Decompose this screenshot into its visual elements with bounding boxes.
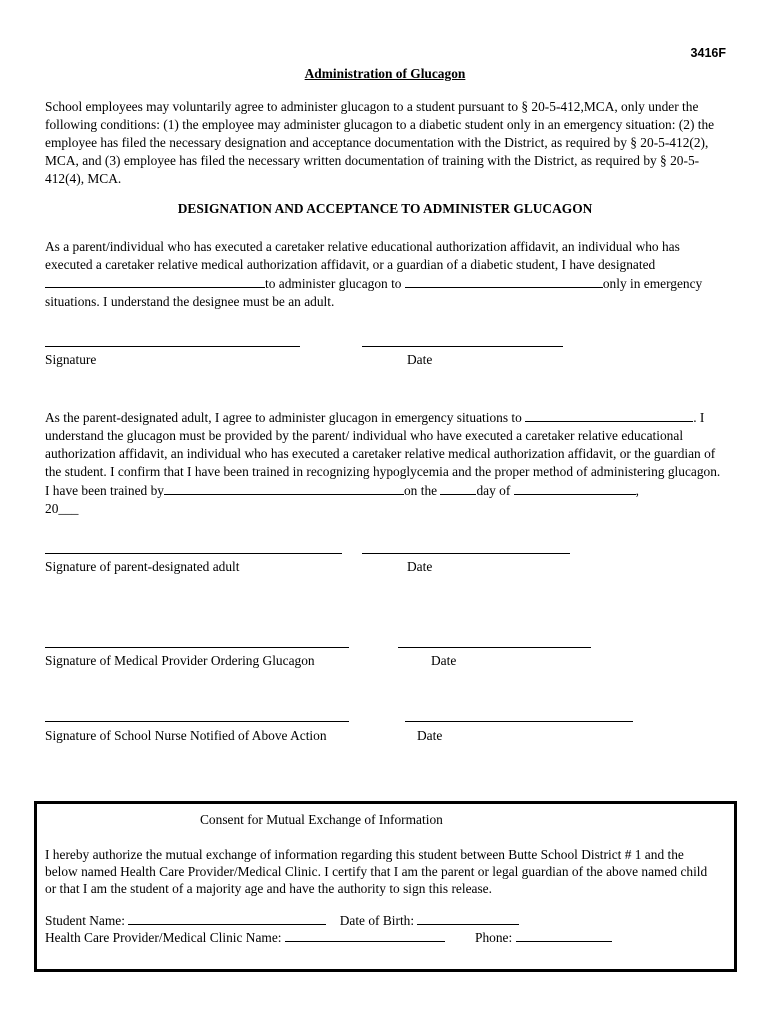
date-line[interactable] [362, 346, 563, 347]
training-month-field[interactable] [514, 481, 636, 495]
designation-end-text: situations. I understand the designee must be an adult. [45, 294, 335, 309]
consent-body: I hereby authorize the mutual exchange of information regarding this student between Butte School District # 1 and the below named Health Care Provider/Medical Clinic. I certify that I am the parent or legal guardian of the above named child or that I am the student of a majority age and have the authority to sign this release. [45, 847, 708, 896]
student-name-input[interactable] [128, 911, 326, 925]
school-nurse-date-line[interactable] [405, 721, 633, 722]
student-info-row [45, 911, 717, 929]
signature-line[interactable] [45, 346, 300, 347]
on-the-text: on the [403, 483, 438, 498]
parent-designated-signature-line[interactable] [45, 553, 342, 554]
student-name-field[interactable] [405, 274, 603, 288]
page-title: Administration of Glucagon [304, 66, 466, 81]
medical-provider-date-label: Date [431, 653, 457, 668]
intro-paragraph: School employees may voluntarily agree to administer glucagon to a student pursuant to § 20-5-412,MCA, only under the following conditions: (1) the employee may administer glucagon to a diabetic student only in an emergency situation: (2) the employee has filed the necessary designation and acceptance documentation with the District, as required by § 20-5-412(2), MCA, and (3) employee has filed the necessary written documentation of training with the District, as required by § 20-5-412(4), MCA. [45, 99, 715, 186]
designee-name-field[interactable] [45, 274, 265, 288]
parent-designated-signature-label: Signature of parent-designated adult [45, 559, 240, 574]
school-nurse-date-label: Date [417, 728, 443, 743]
to-administer-text: to administer glucagon to [265, 276, 402, 291]
acceptance-paragraph [45, 408, 727, 518]
parent-designated-date-label: Date [407, 559, 433, 574]
comma-text: , [635, 483, 640, 498]
date-label: Date [407, 352, 433, 367]
school-nurse-signature-line[interactable] [45, 721, 349, 722]
parent-designated-date-line[interactable] [362, 553, 570, 554]
provider-input[interactable] [285, 928, 445, 942]
section-heading: DESIGNATION AND ACCEPTANCE TO ADMINISTER GLUCAGON [177, 201, 593, 216]
dob-label: Date of Birth: [339, 913, 415, 928]
acceptance-student-field[interactable] [525, 408, 693, 422]
medical-provider-signature-label: Signature of Medical Provider Ordering Glucagon [45, 653, 315, 668]
form-number: 3416F [690, 46, 726, 60]
acceptance-start-text: As the parent-designated adult, I agree to administer glucagon in emergency situations to [45, 410, 522, 425]
student-name-label: Student Name: [45, 913, 125, 928]
day-of-text: day of [476, 483, 511, 498]
trainer-name-field[interactable] [164, 481, 404, 495]
only-emergency-text: only in emergency [602, 276, 703, 291]
phone-input[interactable] [516, 928, 612, 942]
phone-label: Phone: [475, 930, 513, 945]
provider-info-row [45, 928, 717, 946]
school-nurse-signature-label: Signature of School Nurse Notified of Above Action [45, 728, 327, 743]
designation-text: As a parent/individual who has executed a caretaker relative educational authorization affidavit, an individual who has executed a caretaker relative medical authorization affidavit, or a guardian of a diabetic student, I have designated [45, 239, 680, 272]
dob-input[interactable] [417, 911, 519, 925]
designation-paragraph [45, 238, 727, 311]
consent-title: Consent for Mutual Exchange of Information [200, 812, 443, 827]
training-year-field[interactable]: 20___ [45, 501, 79, 516]
acceptance-body-text: . I understand the glucagon must be provided by the parent/ individual who have executed a caretaker relative educational authorization affidavit, an individual who has executed a caretaker relative medical authorization affidavit, or the guardian of the student. I confirm that I have been trained in recognizing hypoglycemia and the proper method of administering glucagon. I have been trained by [45, 410, 721, 498]
provider-label: Health Care Provider/Medical Clinic Name: [45, 930, 282, 945]
medical-provider-date-line[interactable] [398, 647, 591, 648]
training-day-field[interactable] [440, 481, 476, 495]
signature-label: Signature [45, 352, 97, 367]
medical-provider-signature-line[interactable] [45, 647, 349, 648]
